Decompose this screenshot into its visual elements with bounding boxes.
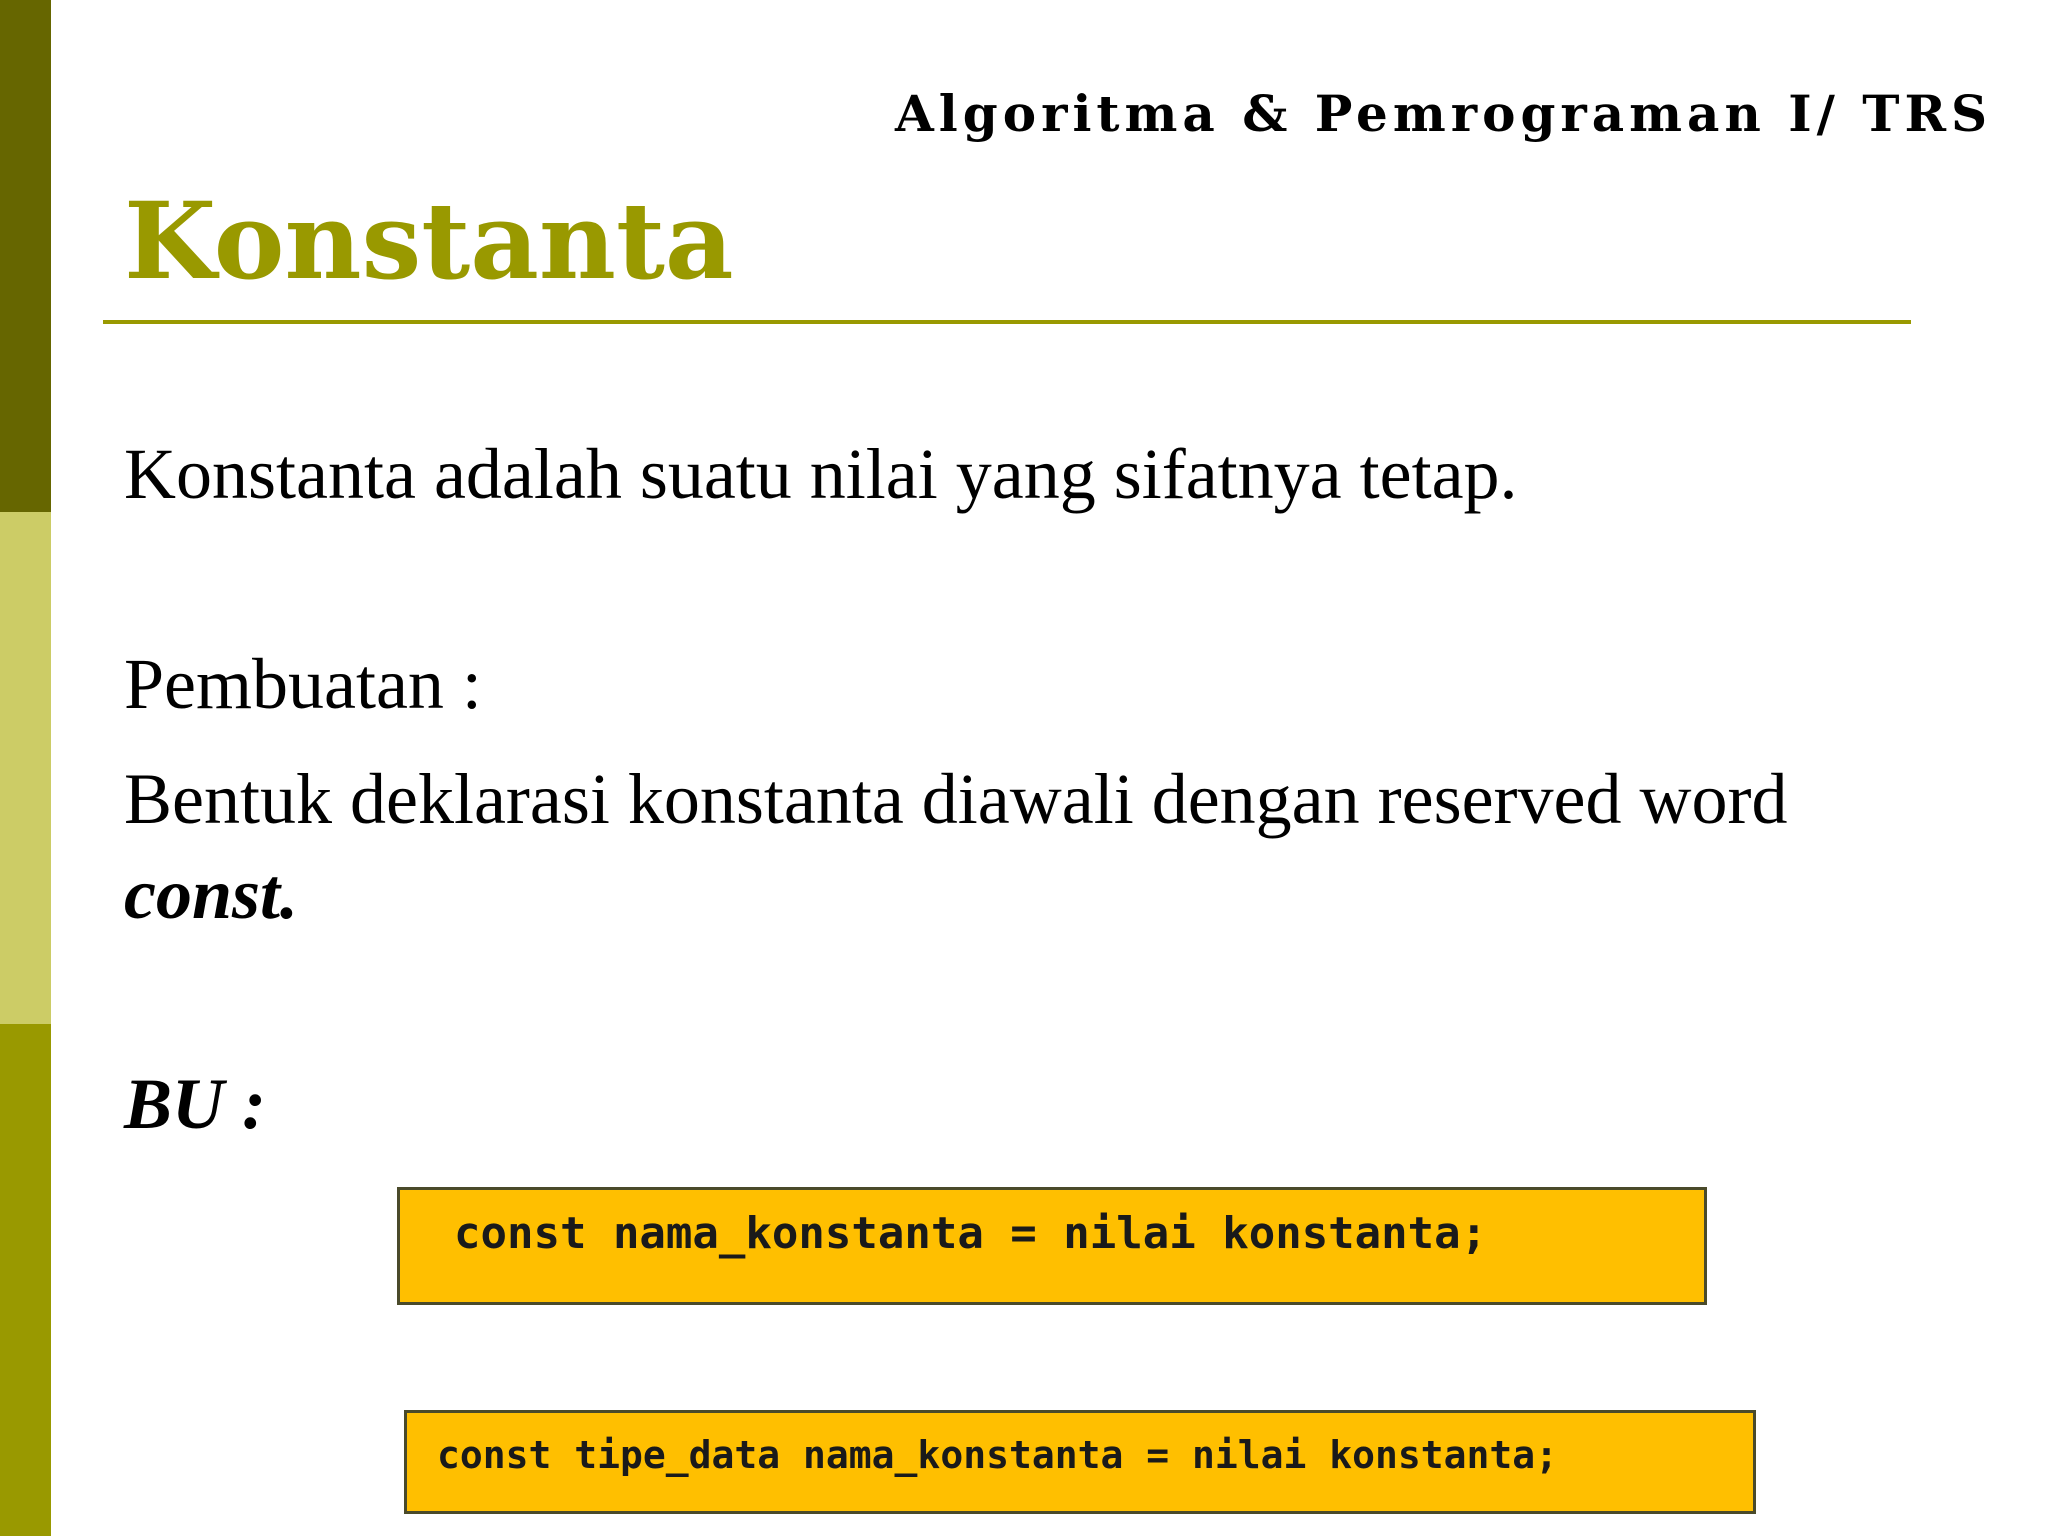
definition-text: Konstanta adalah suatu nilai yang sifatnya tetap. [124,434,1518,514]
pembuatan-heading: Pembuatan : [124,644,482,724]
side-bar-middle [0,512,51,1024]
const-keyword: const. [124,854,299,934]
course-header: Algoritma & Pemrograman I/ TRS [895,84,1993,143]
code-const-form: const nama_konstanta = nilai konstanta; [454,1208,1488,1259]
side-bar-top [0,0,51,512]
code-box-const-form [397,1187,1707,1305]
slide-title: Konstanta [124,178,734,303]
title-divider [103,320,1911,324]
declaration-description: Bentuk deklarasi konstanta diawali dengan reserved word [124,759,1788,839]
side-bar-bottom [0,1024,51,1536]
general-form-label: BU : [124,1064,266,1144]
code-typed-const-form: const tipe_data nama_konstanta = nilai konstanta; [437,1433,1559,1477]
code-box-typed-const-form [404,1410,1756,1514]
